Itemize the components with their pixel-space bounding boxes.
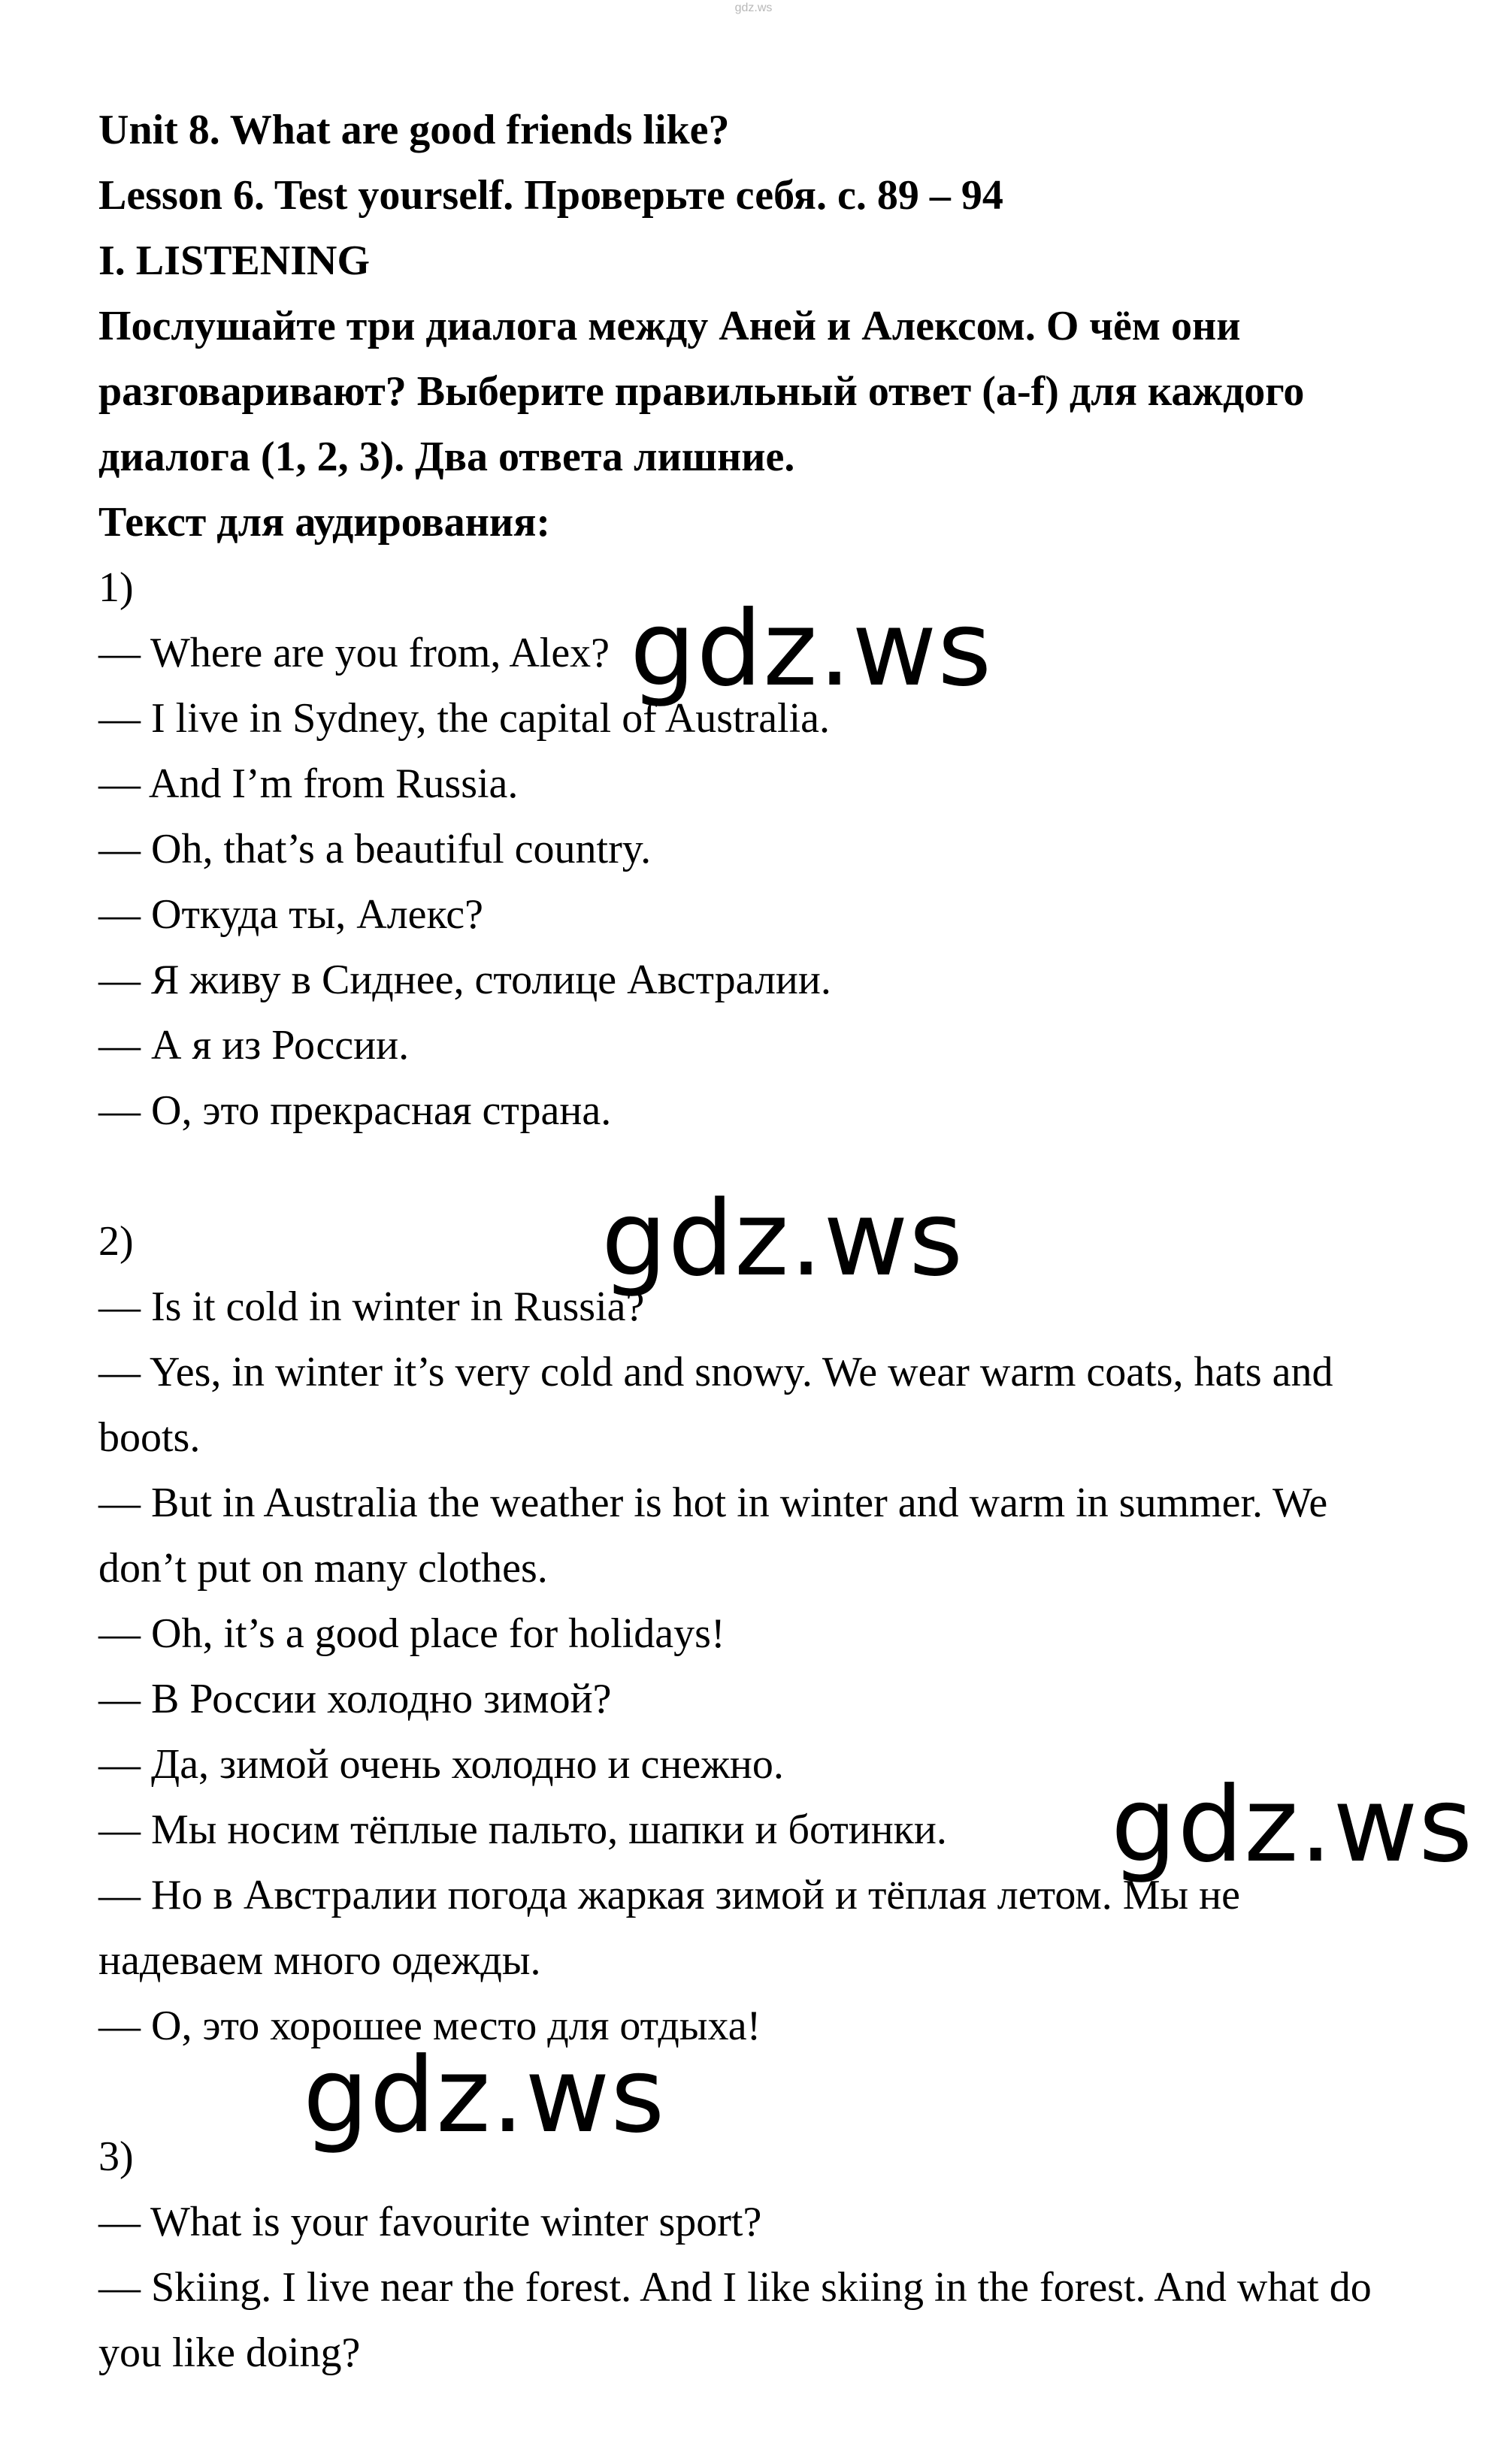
heading-line: Unit 8. What are good friends like? (98, 107, 730, 153)
text-line: — В России холодно зимой? (98, 1676, 612, 1722)
watermark-1: gdz.ws (630, 588, 993, 709)
text-line: — Yes, in winter it’s very cold and snowy. We wear warm coats, hats and (98, 1349, 1333, 1395)
text-line: — Я живу в Сиднее, столице Австралии. (98, 957, 831, 1003)
text-line: — Where are you from, Alex? (98, 630, 610, 676)
text-line: — Skiing. I live near the forest. And I like skiing in the forest. And what do (98, 2264, 1372, 2311)
heading-line: Lesson 6. Test yourself. Проверьте себя. с. 89 – 94 (98, 172, 1003, 219)
text-line: 3) (98, 2133, 134, 2180)
top-watermark: gdz.ws (734, 2, 773, 14)
text-line: — What is your favourite winter sport? (98, 2199, 762, 2245)
text-line: — Откуда ты, Алекс? (98, 891, 484, 938)
text-line: you like doing? (98, 2329, 361, 2376)
blank-line (98, 2059, 1436, 2124)
heading-line: Текст для аудирования: (98, 499, 551, 546)
text-line: — Но в Австралии погода жаркая зимой и тёплая летом. Мы не (98, 1872, 1240, 1918)
text-line: boots. (98, 1414, 201, 1461)
watermark-2: gdz.ws (601, 1178, 964, 1299)
text-line: — And I’m from Russia. (98, 760, 519, 807)
text-line: — О, это хорошее место для отдыха! (98, 2003, 761, 2049)
heading-line: Послушайте три диалога между Аней и Алексом. О чём они (98, 303, 1241, 349)
text-line: — Is it cold in winter in Russia? (98, 1283, 645, 1330)
heading-line: разговаривают? Выберите правильный ответ (a-f) для каждого (98, 368, 1305, 415)
text-line: — А я из России. (98, 1022, 410, 1069)
text-line: — Мы носим тёплые пальто, шапки и ботинки. (98, 1806, 947, 1853)
text-line: — Oh, that’s a beautiful country. (98, 826, 652, 872)
text-line: — But in Australia the weather is hot in winter and warm in summer. We (98, 1480, 1328, 1526)
watermark-3: gdz.ws (1111, 1764, 1474, 1885)
text-line: надеваем много одежды. (98, 1937, 541, 1984)
text-line: 2) (98, 1218, 134, 1265)
text-line: — Да, зимой очень холодно и снежно. (98, 1741, 784, 1788)
text-line: 1) (98, 564, 134, 611)
watermark-4: gdz.ws (303, 2035, 666, 2156)
text-line: don’t put on many clothes. (98, 1545, 548, 1592)
text-line: — О, это прекрасная страна. (98, 1087, 612, 1134)
text-line: — I live in Sydney, the capital of Australia. (98, 695, 831, 742)
heading-line: диалога (1, 2, 3). Два ответа лишние. (98, 434, 795, 480)
heading-line: I. LISTENING (98, 237, 371, 284)
text-line: — Oh, it’s a good place for holidays! (98, 1610, 725, 1657)
